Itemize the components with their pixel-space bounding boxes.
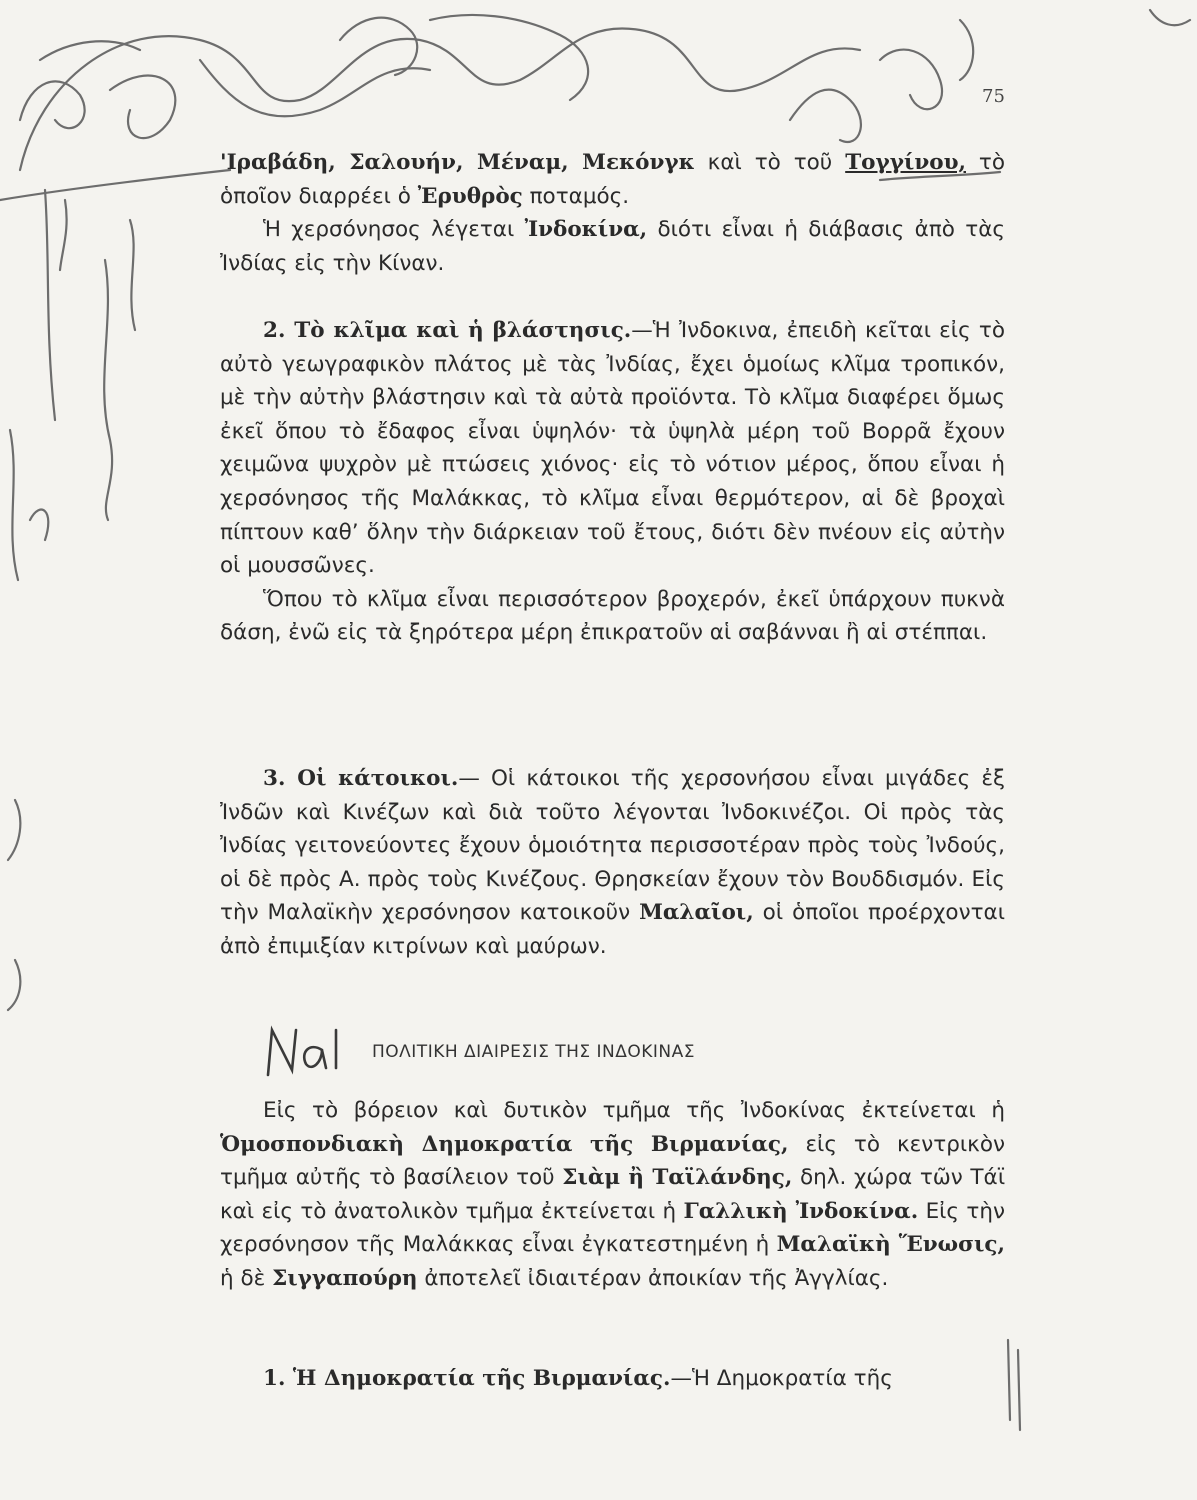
malays-term: Μαλαῖοι, — [639, 900, 754, 926]
inhabitants-section — [220, 762, 1005, 964]
inhabitants-paragraph — [220, 762, 1005, 964]
climate-heading: 2. Τὸ κλῖμα καὶ ἡ βλάστησις. — [263, 318, 632, 343]
text-run: ἡ δὲ — [220, 1265, 273, 1291]
political-division-heading: ΠΟΛΙΤΙΚΗ ΔΙΑΙΡΕΣΙΣ ΤΗΣ ΙΝΔΟΚΙΝΑΣ — [372, 1042, 696, 1062]
text-run: δηλ. χώρα τῶν Τάϊ καὶ εἰς τὸ ἀνατολικὸν τμῆμα ἐκτείνεται ἡ — [220, 1165, 1005, 1224]
singapore: Σιγγαπούρη — [272, 1265, 418, 1291]
left-margin-scribble — [20, 41, 140, 128]
text-run: Εἰς τὴν χερσόνησον τῆς Μαλάκκας εἶναι ἐγκατεστημένη ἡ — [220, 1198, 1005, 1258]
tonkin-river: Τογγίνου, — [845, 150, 966, 175]
burma-text: —Ἡ Δημοκρατία τῆς — [670, 1366, 893, 1391]
text-run: τὸ ὁποῖον διαρρέει ὁ — [220, 150, 1006, 209]
text-run: Εἰς τὸ βόρειον καὶ δυτικὸν τμῆμα τῆς Ἰνδοκίνας ἐκτείνεται ἡ — [263, 1098, 1005, 1123]
burma-heading: 1. Ἡ Δημοκρατία τῆς Βιρμανίας. — [263, 1366, 671, 1391]
text-run: καὶ τὸ τοῦ — [694, 150, 846, 175]
political-division-section — [220, 1094, 1005, 1296]
siam-thailand: Σιὰμ ἢ Ταϊλάνδης, — [562, 1165, 793, 1191]
indochina-term: Ἰνδοκίνα, — [524, 217, 648, 243]
text-run: ἀποτελεῖ ἰδιαιτέραν ἀποικίαν τῆς Ἀγγλίας. — [417, 1265, 889, 1291]
text-run: ποταμός. — [522, 183, 630, 209]
inhabitants-heading: 3. Οἱ κάτοικοι. — [263, 766, 459, 791]
political-division-paragraph — [220, 1094, 1005, 1296]
page-number: 75 — [982, 86, 1005, 107]
burma-paragraph — [220, 1362, 1005, 1396]
text-run: εἰς τὸ κεντρικὸν τμῆμα αὐτῆς τὸ βασίλειον τοῦ — [220, 1131, 1005, 1191]
text-run: Ἡ χερσόνησος λέγεται — [263, 217, 525, 243]
inhabitants-text-end: οἱ ὁποῖοι προέρχονται ἀπὸ ἐπιμιξίαν κιτρίνων καὶ μαύρων. — [220, 900, 1005, 959]
malay-union: Μαλαϊκὴ Ἕνωσις, — [776, 1232, 1005, 1258]
burma-federation: Ὁμοσπονδιακὴ Δημοκρατία τῆς Βιρμανίας, — [220, 1131, 789, 1157]
climate-section — [220, 314, 1005, 650]
indochina-name-paragraph — [220, 213, 1005, 280]
vegetation-text: Ὅπου τὸ κλῖμα εἶναι περισσότερον βροχερόν, ἐκεῖ ὑπάρχουν πυκνὰ δάση, ἐνῶ εἰς τὰ ξηρότερα μέρη ἐπικρατοῦν αἱ σαβάνναι ἢ αἱ στέππαι. — [220, 586, 1005, 646]
rivers-list: 'Ιραβάδη, Σαλουήν, Μέναμ, Μεκόνγκ — [220, 150, 695, 175]
text-run: διότι εἶναι ἡ διάβασις ἀπὸ τὰς Ἰνδίας εἰς τὴν Κίναν. — [220, 217, 1005, 276]
intro-paragraph — [220, 146, 1005, 280]
french-indochina: Γαλλικὴ Ἰνδοκίνα. — [683, 1198, 919, 1224]
right-top-scribble — [790, 50, 942, 142]
inhabitants-text: — Οἱ κάτοικοι τῆς χερσονήσου εἶναι μιγάδες ἐξ Ἰνδῶν καὶ Κινέζων καὶ διὰ τοῦτο λέγονται Ἰνδοκινέζοι. Οἱ πρὸς τὰς Ἰνδίας γειτονεύοντες ἔχουν ὁμοιότητα περισσοτέραν πρὸς τοὺς Ἰνδούς, οἱ δὲ πρὸς Α. πρὸς τοὺς Κινέζους. Θρησκείαν ἔχουν τὸν Βουδδισμόν. Εἰς τὴν Μαλαϊκὴν χερσόνησον κατοικοῦν — [220, 766, 1006, 926]
burma-section — [220, 1362, 1005, 1396]
vegetation-paragraph — [220, 583, 1005, 650]
rivers-paragraph — [220, 146, 1005, 213]
ink-note — [268, 1030, 336, 1075]
red-river: Ἐρυθρὸς — [417, 183, 523, 209]
climate-paragraph — [220, 314, 1005, 583]
climate-text: —Ἡ Ἰνδοκινα, ἐπειδὴ κεῖται εἰς τὸ αὐτὸ γεωγραφικὸν πλάτος μὲ τὰς Ἰνδίας, ἔχει ὁμοίως κλῖμα τροπικόν, μὲ τὴν αὐτὴν βλάστησιν καὶ τὰ αὐτὰ προϊόντα. Τὸ κλῖμα διαφέρει ὅμως ἐκεῖ ὅπου τὸ ἔδαφος εἶναι ὑψηλόν· τὰ ὑψηλὰ μέρη τοῦ Βορρᾶ ἔχουν χειμῶνα ψυχρὸν μὲ πτώσεις χιόνος· εἰς τὸ νότιον μέρος, ὅπου εἶναι ἡ χερσόνησος τῆς Μαλάκκας, τὸ κλῖμα εἶναι θερμότερον, αἱ δὲ βροχαὶ πίπτουν καθ’ ὅλην τὴν διάρκειαν τοῦ ἔτους, διότι δὲν πνέουν εἰς αὐτὴν οἱ μουσσῶνες. — [220, 318, 1005, 579]
